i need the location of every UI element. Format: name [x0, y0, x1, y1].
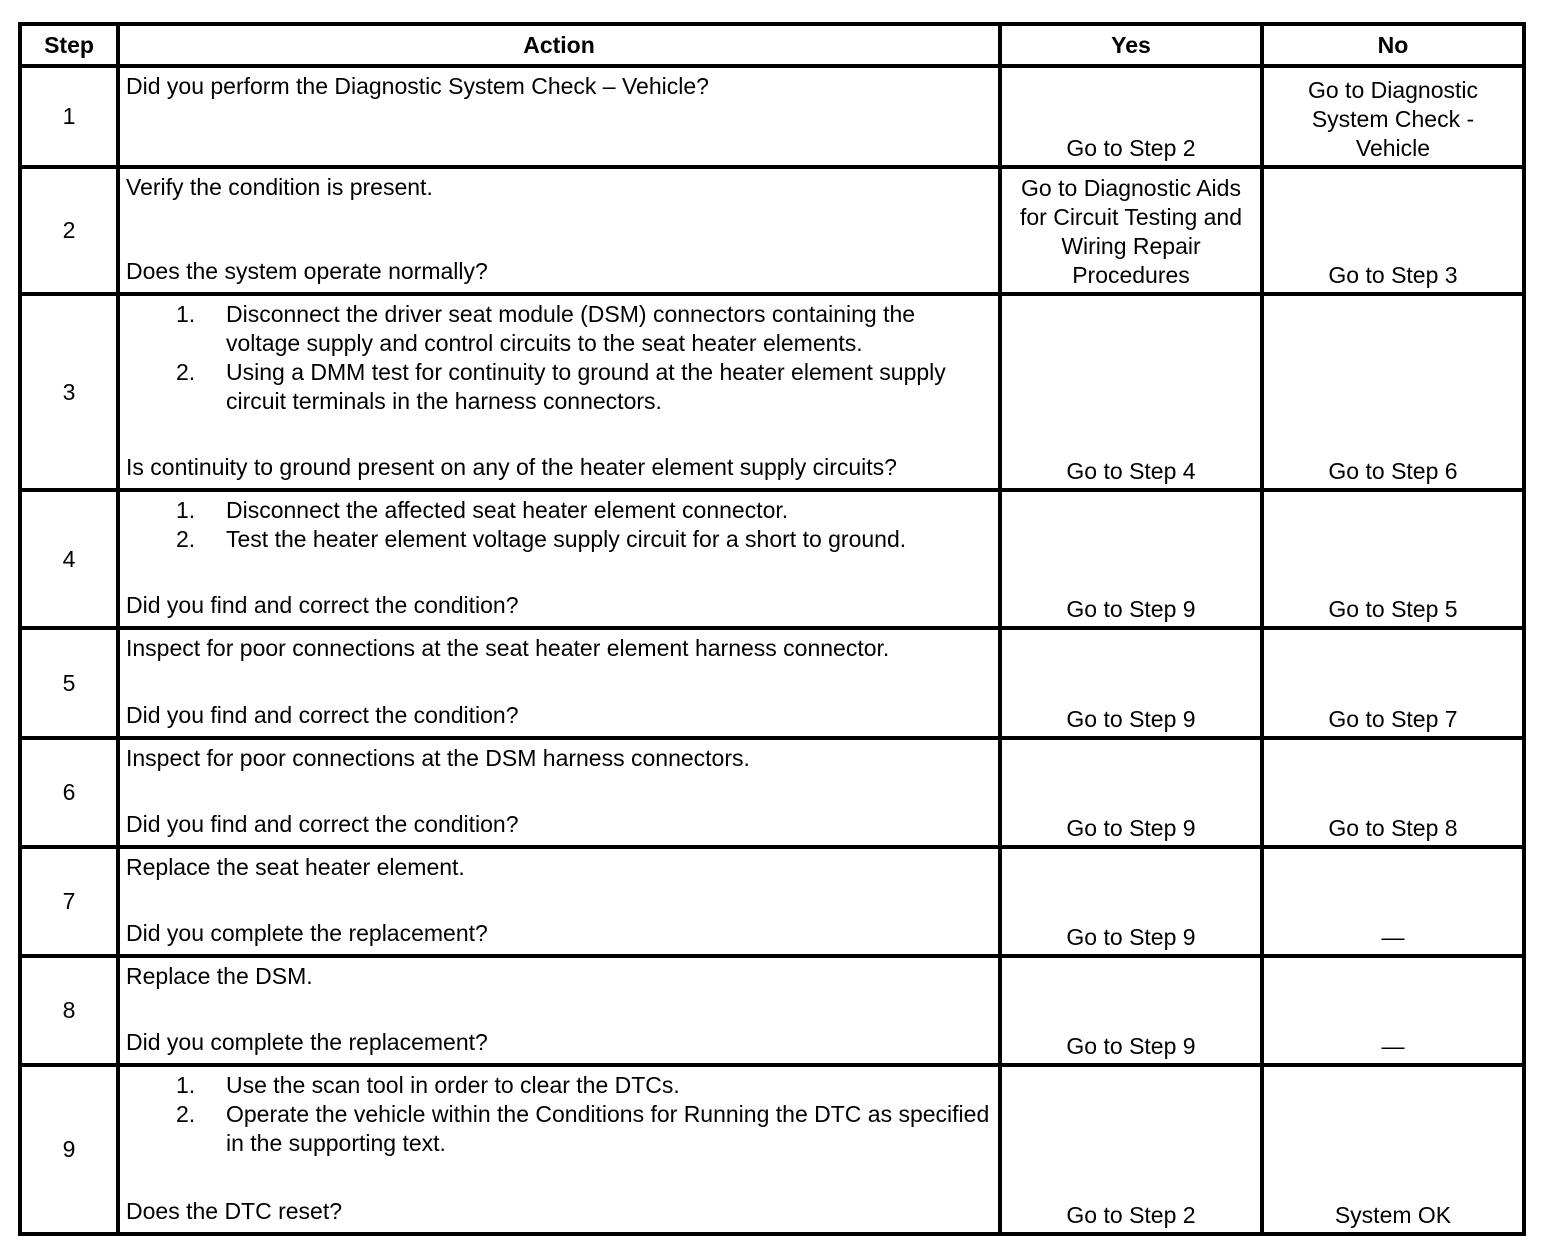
- table-row: [20, 490, 1524, 628]
- action-top: [126, 744, 992, 773]
- action-top: [126, 1071, 992, 1158]
- action-question: Is continuity to ground present on any of the heater element supply circuits?: [126, 454, 897, 480]
- table-row: [20, 847, 1524, 956]
- table-row: [20, 167, 1524, 294]
- step-number: 5: [20, 628, 118, 738]
- action-question: Does the system operate normally?: [126, 258, 488, 284]
- yes-action: Go to Step 9: [1066, 596, 1196, 622]
- action-instruction: Inspect for poor connections at the DSM harness connectors.: [126, 745, 750, 771]
- yes-action: Go to Step 4: [1066, 458, 1196, 484]
- list-item-number: 1.: [176, 301, 196, 327]
- action-top: [126, 173, 992, 202]
- table-row: [20, 66, 1524, 167]
- yes-cell: [1000, 66, 1262, 167]
- action-cell: [118, 738, 1000, 847]
- list-item-text: Operate the vehicle within the Conditions for Running the DTC as specified in the supporting text.: [226, 1101, 990, 1156]
- action-cell: [118, 628, 1000, 738]
- yes-action: Go to Step 9: [1066, 706, 1196, 732]
- action-question: Did you complete the replacement?: [126, 920, 488, 946]
- list-item: [126, 1071, 992, 1100]
- action-cell: [118, 847, 1000, 956]
- action-cell: [118, 490, 1000, 628]
- no-action: Go to Step 3: [1328, 262, 1458, 288]
- step-number: 3: [20, 294, 118, 490]
- action-content: [126, 496, 992, 620]
- action-top: [126, 962, 992, 991]
- no-cell: [1262, 847, 1524, 956]
- list-item-number: 2.: [176, 526, 196, 552]
- header-action: Action: [118, 24, 1000, 66]
- yes-cell: [1000, 956, 1262, 1065]
- action-content: [126, 1071, 992, 1226]
- step-number: 8: [20, 956, 118, 1065]
- yes-action: Go to Step 2: [1066, 135, 1196, 161]
- action-question: Did you find and correct the condition?: [126, 592, 519, 618]
- no-action: —: [1381, 1033, 1405, 1059]
- header-row: [20, 24, 1524, 66]
- list-item: [126, 496, 992, 525]
- action-content: [126, 962, 992, 1057]
- yes-cell: [1000, 490, 1262, 628]
- table-row: [20, 738, 1524, 847]
- table-row: [20, 628, 1524, 738]
- header-no: No: [1262, 24, 1524, 66]
- action-content: [126, 744, 992, 839]
- table-row: [20, 1065, 1524, 1234]
- no-cell: [1262, 490, 1524, 628]
- action-cell: [118, 294, 1000, 490]
- action-content: [126, 634, 992, 730]
- header-step: Step: [20, 24, 118, 66]
- action-question: Does the DTC reset?: [126, 1198, 343, 1224]
- list-item-text: Disconnect the affected seat heater element connector.: [226, 497, 789, 523]
- action-cell: [118, 66, 1000, 167]
- list-item-text: Test the heater element voltage supply circuit for a short to ground.: [226, 526, 907, 552]
- yes-cell: [1000, 738, 1262, 847]
- header-yes: Yes: [1000, 24, 1262, 66]
- action-instruction: Verify the condition is present.: [126, 174, 433, 200]
- yes-cell: [1000, 294, 1262, 490]
- no-cell: [1262, 66, 1524, 167]
- no-action: —: [1381, 924, 1405, 950]
- list-item: [126, 300, 992, 358]
- list-item: [126, 1100, 992, 1158]
- step-number: 2: [20, 167, 118, 294]
- action-instruction: Inspect for poor connections at the seat heater element harness connector.: [126, 635, 890, 661]
- action-steps-list: [126, 496, 992, 554]
- list-item-number: 2.: [176, 1101, 196, 1127]
- action-steps-list: [126, 1071, 992, 1158]
- action-steps-list: [126, 300, 992, 416]
- action-content: [126, 853, 992, 948]
- action-instruction: Replace the seat heater element.: [126, 854, 465, 880]
- yes-action: Go to Step 9: [1066, 1033, 1196, 1059]
- step-number: 1: [20, 66, 118, 167]
- action-top: [126, 634, 992, 663]
- yes-cell: [1000, 628, 1262, 738]
- action-question: Did you find and correct the condition?: [126, 811, 519, 837]
- no-cell: [1262, 956, 1524, 1065]
- step-number: 6: [20, 738, 118, 847]
- no-action: Go to Step 6: [1328, 458, 1458, 484]
- no-action: Go to Step 7: [1328, 706, 1458, 732]
- action-question: Did you perform the Diagnostic System Check – Vehicle?: [126, 73, 709, 99]
- no-action: Go to Diagnostic System Check - Vehicle: [1307, 77, 1479, 161]
- action-content: [126, 72, 992, 159]
- yes-cell: [1000, 847, 1262, 956]
- no-cell: [1262, 738, 1524, 847]
- step-number: 9: [20, 1065, 118, 1234]
- action-content: [126, 173, 992, 286]
- yes-action: Go to Step 9: [1066, 924, 1196, 950]
- no-action: Go to Step 5: [1328, 596, 1458, 622]
- list-item: [126, 358, 992, 416]
- yes-action: Go to Step 2: [1066, 1202, 1196, 1228]
- list-item-number: 1.: [176, 497, 196, 523]
- list-item-number: 2.: [176, 359, 196, 385]
- action-question: Did you complete the replacement?: [126, 1029, 488, 1055]
- action-cell: [118, 956, 1000, 1065]
- action-content: [126, 300, 992, 482]
- no-cell: [1262, 628, 1524, 738]
- yes-action: Go to Step 9: [1066, 815, 1196, 841]
- list-item: [126, 525, 992, 554]
- yes-action: Go to Diagnostic Aids for Circuit Testing and Wiring Repair Procedures: [1019, 175, 1242, 288]
- action-top: [126, 853, 992, 882]
- action-cell: [118, 1065, 1000, 1234]
- no-cell: [1262, 167, 1524, 294]
- no-cell: [1262, 1065, 1524, 1234]
- table-row: [20, 956, 1524, 1065]
- action-top: [126, 300, 992, 416]
- list-item-text: Use the scan tool in order to clear the DTCs.: [226, 1072, 680, 1098]
- list-item-text: Disconnect the driver seat module (DSM) connectors containing the voltage supply and control circuits to the seat heater elements.: [226, 301, 916, 356]
- step-number: 7: [20, 847, 118, 956]
- yes-cell: [1000, 167, 1262, 294]
- no-cell: [1262, 294, 1524, 490]
- step-number: 4: [20, 490, 118, 628]
- no-action: System OK: [1334, 1202, 1452, 1228]
- yes-cell: [1000, 1065, 1262, 1234]
- diagnostic-table: [18, 22, 1526, 1236]
- action-question: Did you find and correct the condition?: [126, 702, 519, 728]
- action-cell: [118, 167, 1000, 294]
- no-action: Go to Step 8: [1328, 815, 1458, 841]
- list-item-text: Using a DMM test for continuity to ground at the heater element supply circuit terminals in the harness connectors.: [226, 359, 946, 414]
- table-row: [20, 294, 1524, 490]
- action-instruction: Replace the DSM.: [126, 963, 313, 989]
- list-item-number: 1.: [176, 1072, 196, 1098]
- action-top: [126, 496, 992, 554]
